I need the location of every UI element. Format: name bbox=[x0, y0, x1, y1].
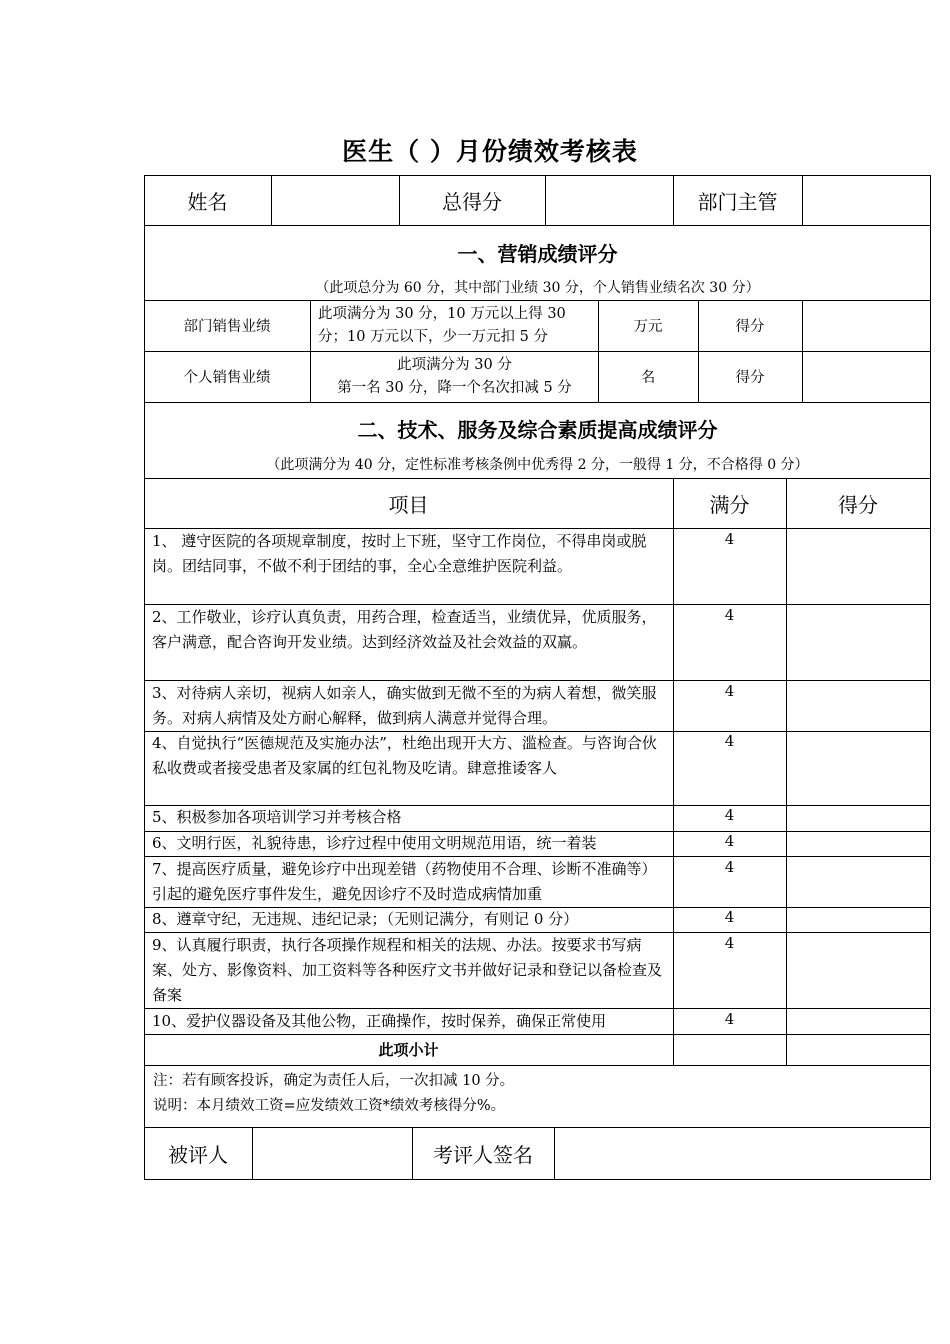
criteria-item: 4、自觉执行“医德规范及实施办法”，杜绝出现开大方、滥检查。与咨询合伙私收费或者接受患者及家属的红包礼物及吃请。肆意推诿客人 bbox=[152, 734, 657, 777]
criteria-item: 7、提高医疗质量，避免诊疗中出现差错（药物使用不合理、诊断不准确等）引起的避免医疗事件发生，避免因诊疗不及时造成病情加重 bbox=[152, 860, 657, 903]
row-unit: 名 bbox=[640, 370, 656, 386]
evaluator-signature-field[interactable] bbox=[555, 1128, 930, 1179]
department-score-field[interactable] bbox=[803, 300, 930, 351]
criteria-full-score: 4 bbox=[724, 806, 735, 824]
criteria-full-score: 4 bbox=[724, 606, 735, 624]
complaint-note: 注：若有顾客投诉，确定为责任人后，一次扣减 10 分。 bbox=[153, 1073, 515, 1089]
row-desc-line: 分；10 万元以下，少一万元扣 5 分 bbox=[318, 329, 549, 345]
col-header-score: 得分 bbox=[838, 492, 878, 517]
criteria-item: 10、爱护仪器设备及其他公物，正确操作，按时保养，确保正常使用 bbox=[152, 1012, 607, 1030]
criteria-full-score: 4 bbox=[724, 908, 735, 926]
row-unit: 万元 bbox=[633, 319, 663, 335]
evaluatee-field[interactable] bbox=[253, 1128, 412, 1179]
criteria-full-score: 4 bbox=[724, 858, 735, 876]
criteria-item: 9、认真履行职责，执行各项操作规程和相关的法规、办法。按要求书写病案、处方、影像资料、加工资料等各种医疗文书并做好记录和登记以备检查及备案 bbox=[152, 936, 663, 1004]
criteria-item: 1、 遵守医院的各项规章制度，按时上下班，坚守工作岗位，不得串岗或脱岗。团结同事，不做不利于团结的事，全心全意维护医院利益。 bbox=[152, 532, 647, 575]
row-desc-line: 第一名 30 分，降一个名次扣减 5 分 bbox=[337, 380, 572, 396]
page-title: 医生（ ）月份绩效考核表 bbox=[342, 137, 638, 166]
row-score-label: 得分 bbox=[735, 319, 765, 335]
row-desc-line: 此项满分为 30 分，10 万元以上得 30 bbox=[318, 306, 566, 322]
criteria-item: 3、对待病人亲切，视病人如亲人，确实做到无微不至的为病人着想，微笑服务。对病人病情及处方耐心解释，做到病人满意并觉得合理。 bbox=[152, 684, 657, 727]
section2-note: （此项满分为 40 分，定性标准考核条例中优秀得 2 分，一般得 1 分，不合格得 0 分） bbox=[266, 457, 809, 473]
total-score-field[interactable] bbox=[546, 175, 673, 225]
criteria-full-score: 4 bbox=[724, 1010, 735, 1028]
criteria-full-score: 4 bbox=[724, 832, 735, 850]
total-score-label: 总得分 bbox=[442, 189, 502, 214]
subtotal-full-field[interactable] bbox=[674, 1035, 786, 1065]
name-label: 姓名 bbox=[187, 189, 228, 214]
col-header-item: 项目 bbox=[388, 492, 429, 517]
row-label: 部门销售业绩 bbox=[183, 319, 271, 335]
subtotal-label: 此项小计 bbox=[378, 1041, 439, 1059]
section2-heading: 二、技术、服务及综合素质提高成绩评分 bbox=[357, 417, 718, 442]
wage-explanation: 说明：本月绩效工资=应发绩效工资*绩效考核得分%。 bbox=[153, 1098, 506, 1114]
criteria-full-score: 4 bbox=[724, 530, 735, 548]
criteria-item: 8、遵章守纪，无违规、违纪记录；（无则记满分，有则记 0 分） bbox=[152, 910, 579, 928]
criteria-item: 2、工作敬业，诊疗认真负责，用药合理，检查适当，业绩优异，优质服务，客户满意，配合咨询开发业绩。达到经济效益及社会效益的双赢。 bbox=[152, 608, 657, 651]
name-field[interactable] bbox=[272, 175, 399, 225]
col-header-full: 满分 bbox=[709, 492, 750, 517]
criteria-item: 5、积极参加各项培训学习并考核合格 bbox=[152, 808, 402, 826]
section1-note: （此项总分为 60 分，其中部门业绩 30 分，个人销售业绩名次 30 分） bbox=[315, 280, 760, 296]
section1-heading: 一、营销成绩评分 bbox=[457, 241, 618, 266]
criteria-full-score: 4 bbox=[724, 732, 735, 750]
row-desc-line: 此项满分为 30 分 bbox=[397, 357, 512, 373]
criteria-full-score: 4 bbox=[724, 934, 735, 952]
manager-label: 部门主管 bbox=[697, 189, 778, 214]
manager-field[interactable] bbox=[803, 175, 930, 225]
criteria-full-score: 4 bbox=[724, 682, 735, 700]
evaluator-label: 考评人签名 bbox=[433, 1142, 533, 1167]
personal-score-field[interactable] bbox=[803, 351, 930, 402]
criteria-item: 6、文明行医，礼貌待患，诊疗过程中使用文明规范用语，统一着装 bbox=[152, 834, 597, 852]
row-score-label: 得分 bbox=[735, 370, 765, 386]
row-label: 个人销售业绩 bbox=[183, 370, 271, 386]
evaluatee-label: 被评人 bbox=[168, 1142, 228, 1167]
subtotal-score-field[interactable] bbox=[787, 1035, 930, 1065]
